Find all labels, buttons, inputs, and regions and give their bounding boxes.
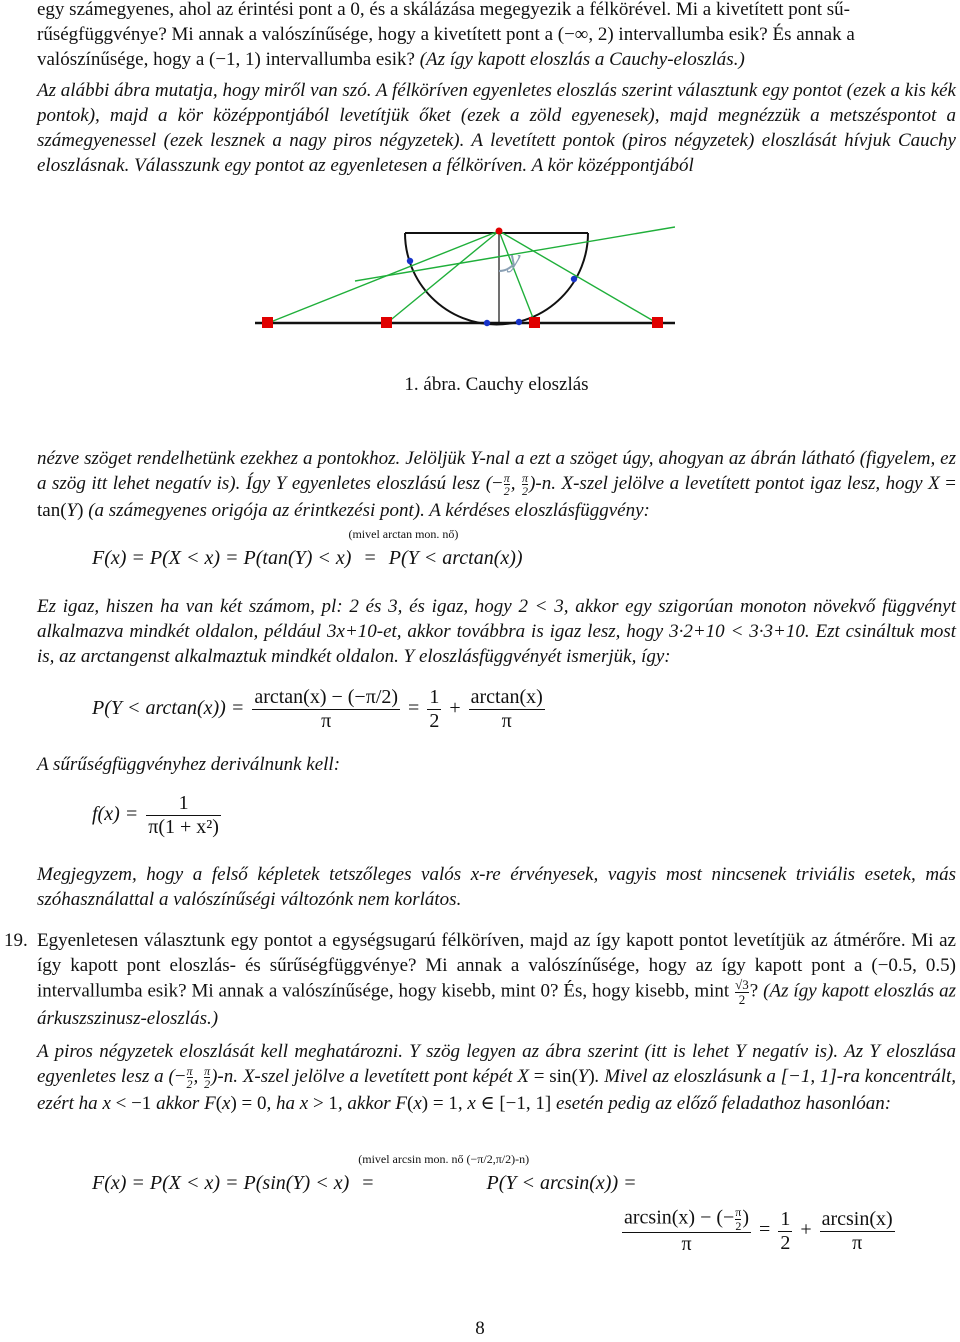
- text-run: Ez igaz, hiszen ha van két számom, pl: 2 és 3, és igaz, hogy 2 < 3, akkor egy szigorúan monoton növekvő függvényt alkalmazva mindkét oldalon, például 3x+10-et, akkor továbbra is igaz lesz, hogy 3·2+10 < 3·3+10. Ezt csináltuk most is, az arctangenst alkalmaztuk mindkét oldalon.: [37, 596, 956, 667]
- text-run: A piros négyzetek eloszlását kell meghatározni.: [37, 1041, 403, 1062]
- solution-paragraph-1: [37, 78, 956, 178]
- equation-cauchy-cdf-explicit: [92, 686, 548, 733]
- fraction-numerator: arcsin(x) − (−: [624, 1206, 735, 1229]
- fraction-denominator: π: [852, 1231, 863, 1254]
- fraction-numerator: arcsin(x): [821, 1207, 893, 1230]
- plus-sign: +: [800, 1218, 812, 1241]
- text-run: )-n.: [529, 473, 556, 494]
- text-run: egyenletes eloszlású lesz (: [291, 473, 493, 494]
- text-run: eloszlása egyenletes lesz a (: [37, 1041, 956, 1087]
- text-run: nézve szöget rendelhetünk ezekhez a pontokhoz. Jelöljük: [37, 448, 466, 469]
- red-square: [529, 317, 540, 328]
- text-run: , ha: [266, 1092, 295, 1114]
- fraction-denominator: π: [681, 1233, 692, 1256]
- plus-sign: +: [449, 697, 461, 720]
- equals-sign: =: [364, 547, 376, 569]
- equation-rhs: P(Y < arctan(x)): [388, 547, 523, 569]
- problem-text: Egyenletesen választunk egy pontot a egységsugarú félköríven, majd az így kapott pontot levetítjük az átmérőre. Mi az így kapott pont eloszlás- és sűrűségfüggvénye? Mi annak a valószínűsége, hogy az így kapott pont a (−0.5, 0.5) intervallumba esik? Mi annak a valószínűsége, hogy kisebb, mint 0? És, hogy kisebb, mint: [37, 930, 956, 1002]
- equation-rhs: P(Y < arcsin(x)) =: [486, 1172, 637, 1194]
- text-run: -nal a ezt a szöget úgy, ahogyan az ábrán látható (figyelem, ez a szög itt lehet negatív is). Így: [37, 448, 957, 494]
- equation-lhs: F(x) = P(X < x) = P(tan(Y) < x): [92, 547, 352, 569]
- text-run: eloszlásfüggvényét ismerjük, így:: [418, 646, 671, 667]
- blue-point: [571, 276, 577, 282]
- red-square: [381, 317, 392, 328]
- equation-lhs: P(Y < arctan(x)) =: [92, 697, 245, 720]
- text-run: negatív is). Az: [752, 1041, 864, 1062]
- text-run: akkor: [156, 1092, 200, 1114]
- angle-y-label: y: [509, 244, 521, 273]
- equation-arcsine-cdf: [92, 1152, 637, 1195]
- fraction-numerator: arctan(x) − (−π/2): [254, 686, 399, 708]
- solution-19: A piros négyzetek eloszlását kell meghatározni. Y szög legyen az ábra szerint (itt is lehet Y negatív is). Az Y eloszlása egyenletes lesz a (− $\frac{\pi}{2}$ , $\frac{\pi}{2}$ )-n. X-szel jelölve a levetített pont képét X = sin(Y). Mivel az eloszlásunk a [−1, 1]-ra koncentrált, ezért ha x < −1 akkor F(x) = 0, ha x > 1, akkor F(x) = 1, x ∈ [−1, 1] esetén pedig az előző feladathoz hasonlóan:: [37, 1041, 957, 1114]
- text-run: szög legyen az ábra szerint (itt is lehet: [426, 1041, 729, 1062]
- solution-paragraph-3: Ez igaz, hiszen ha van két számom, pl: 2 és 3, és igaz, hogy 2 < 3, akkor egy szigorúan monoton növekvő függvényt alkalmazva mindkét oldalon, például 3x+10-et, akkor továbbra is igaz lesz, hogy 3·2+10 < 3·3+10. Ezt csináltuk most is, az arctangenst alkalmaztuk mindkét oldalon. Y eloszlásfüggvényét ismerjük, így:: [37, 596, 956, 667]
- fraction-denominator: 2: [780, 1231, 791, 1254]
- text-line: egy számegyenes, ahol az érintési pont a 0, és a skálázása megegyezik a félkörével. Mi a kivetített pont sű-: [37, 0, 851, 20]
- cauchy-figure: [255, 219, 675, 369]
- equation-cauchy-cdf: [92, 527, 523, 570]
- green-projection-line: [268, 231, 499, 323]
- fraction-numerator: √3: [735, 977, 749, 992]
- text-run: (a számegyenes origója az érintkezési pont). A kérdéses eloszlásfüggvény:: [88, 499, 650, 521]
- page-number: 8: [475, 1318, 485, 1339]
- equals-sign: =: [408, 697, 420, 720]
- text-line: rűségfüggvénye? Mi annak a valószínűsége, hogy a kivetített pont a (−∞, 2) intervallumba esik? És annak a: [37, 24, 855, 45]
- fraction-denominator: π: [321, 710, 332, 732]
- equals-sign: =: [362, 1172, 374, 1194]
- text-run: -szel jelölve a levetített pont képét: [254, 1066, 513, 1087]
- problem-text: (Az így kapott eloszlás az árkuszszinusz-eloszlás.): [37, 980, 957, 1030]
- problem-19: [4, 928, 957, 1031]
- text-run: -szel jelölve a levetített pontot igaz lesz, hogy: [573, 473, 923, 494]
- green-projection-line: [499, 231, 657, 323]
- fraction-denominator: π(1 + x²): [148, 816, 219, 838]
- fraction-numerator: 1: [429, 686, 440, 708]
- text-run: )-n.: [211, 1066, 239, 1087]
- red-square: [652, 317, 663, 328]
- equation-lhs: F(x) = P(X < x) = P(sin(Y) < x): [92, 1172, 350, 1194]
- solution-paragraph-2: nézve szöget rendelhetünk ezekhez a pontokhoz. Jelöljük Y-nal a ezt a szöget úgy, ahogyan az ábrán látható (figyelem, ez a szög itt lehet negatív is). Így Y egyenletes eloszlású lesz (− $\frac{\pi}{2}$ , $\frac{\pi}{2}$ )-n. X-szel jelölve a levetített pontot igaz lesz, hogy X = tan(Y) (a számegyenes origója az érintkezési pont). A kérdéses eloszlásfüggvény:: [37, 448, 957, 521]
- text-line: (Az így kapott eloszlás a Cauchy-eloszlás.): [419, 49, 745, 70]
- solution-lead: Az alábbi ábra mutatja, hogy miről van szó.: [37, 80, 372, 101]
- solution-text: A félköríven egyenletes eloszlás szerint választunk egy pontot (ezek a kis kék pontok), majd a kör középpontjából levetítjük őket (ezek a zöld egyenesek), majd megnézzük a metszéspontot a számegyenessel (ezek lesznek a nagy piros négyzetek). A levetített pontok (piros négyzetek) eloszlását hívjuk Cauchy eloszlásnak. Válasszunk egy pontot az egyenletesen a félköríven. A kör középpontjából: [37, 80, 956, 176]
- equation-cauchy-density: [92, 792, 224, 839]
- text-run: . Mivel az eloszlásunk a [−1, 1]-ra koncentrált, ezért ha: [37, 1066, 957, 1114]
- equals-sign: =: [759, 1218, 771, 1241]
- equation-annotation: (mivel arcsin mon. nő (−π/2,π/2)-n): [358, 1152, 530, 1166]
- fraction-numerator: 1: [146, 792, 221, 816]
- text-run: esetén pedig az előző feladathoz hasonlóan:: [555, 1092, 892, 1114]
- equation-annotation: (mivel arctan mon. nő): [348, 527, 459, 541]
- problem-number: 19.: [4, 930, 28, 951]
- blue-point: [516, 319, 522, 325]
- fraction-denominator: 2: [429, 710, 440, 732]
- blue-point: [484, 320, 490, 326]
- figure-caption: 1. ábra. Cauchy eloszlás: [404, 374, 589, 395]
- equation-arcsine-cdf-explicit: arcsin(x) − (− $\frac{\pi}{2}$ ) π = $\frac{1}{2}$ + $\frac{\arcsin(x)}{\pi}$: [624, 1205, 893, 1256]
- fraction-numerator: 1: [780, 1207, 791, 1230]
- remark-paragraph: Megjegyzem, hogy a felső képletek tetszőleges valós x-re érvényesek, vagyis most nincsenek triviális esetek, más szóhasználattal a valószínűségi változónk nem korlátos.: [37, 864, 956, 910]
- green-projection-line: [387, 231, 499, 323]
- density-intro: A sűrűségfüggvényhez deriválnunk kell:: [37, 754, 341, 775]
- text-run: , akkor: [337, 1092, 391, 1114]
- blue-point: [407, 258, 413, 264]
- fraction-denominator: 2: [738, 991, 746, 1007]
- red-square: [262, 317, 273, 328]
- problem-text-top: [37, 0, 956, 72]
- fraction-numerator: arctan(x): [470, 686, 543, 708]
- red-center-point: [496, 228, 503, 235]
- text-line: valószínűsége, hogy a (−1, 1) intervallumba esik?: [37, 49, 415, 70]
- equation-lhs: f(x) =: [92, 803, 139, 826]
- fraction-denominator: π: [501, 710, 512, 732]
- problem-text: ?: [749, 980, 759, 1002]
